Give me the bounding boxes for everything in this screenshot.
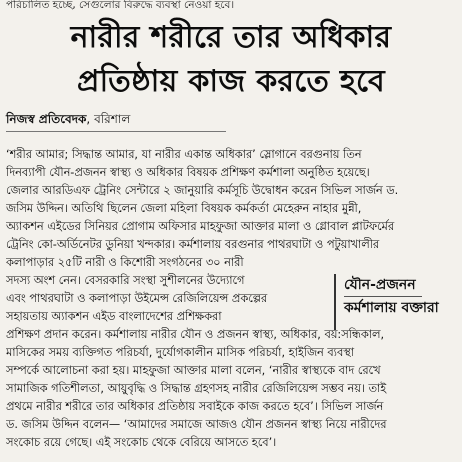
body-line: দিনব্যাপী যৌন-প্রজনন স্বাস্থ্য ও অধিকার বিষয়ক প্রশিক্ষণ কর্মশালা অনুষ্ঠিত হয়েছে।	[6, 166, 370, 179]
body-line: জেলার আরডিএফ ট্রেনিং সেন্টারে ২ জানুয়ারি কর্মসূচি উদ্বোধন করেন সিভিল সার্জন ড.	[6, 184, 399, 197]
subhead-callout	[334, 274, 462, 330]
byline	[6, 111, 130, 127]
body-line: সদস্য অংশ নেন। বেসরকারি সংস্থা সুশীলনের উদ্যোগে	[6, 274, 245, 287]
headline-line-2: প্রতিষ্ঠায় কাজ করতে হবে	[76, 64, 386, 99]
byline-location: বরিশাল	[94, 112, 131, 126]
body-line: সম্পর্কে আলোচনা করা হয়। মাহফুজা আক্তার মালা বলেন, ‘নারীর স্বাস্থ্যকে বাদ রেখে	[6, 364, 381, 377]
body-line: সংকোচ রয়ে গেছে। এই সংকোচ থেকে বেরিয়ে আসতে হবে’।	[6, 436, 277, 449]
byline-separator: ,	[86, 112, 95, 126]
subhead-line-1: যৌন-প্রজনন	[344, 274, 422, 297]
previous-article-fragment: পরিচালিত হচ্ছে, সেগুলোর বিরুদ্ধে ব্যবস্থা নেওয়া হবে।	[6, 0, 235, 11]
body-line: জসিম উদ্দিন। অতিথি ছিলেন জেলা মহিলা বিষয়ক কর্মকর্তা মেহেরুন নাহার মুন্নী,	[6, 202, 362, 215]
byline-reporter: নিজস্ব প্রতিবেদক	[6, 112, 87, 126]
headline-line-1: নারীর শরীরে তার অধিকার	[70, 20, 392, 55]
body-line: এবং পাথরঘাটা ও কলাপাড়া উইমেন্স রেজিলিয়েন্স প্রকল্পের	[6, 292, 268, 305]
subhead-line-2: কর্মশালায় বক্তারা	[344, 300, 439, 316]
byline-rule	[6, 131, 226, 132]
body-line: ‘শরীর আমার; সিদ্ধান্ত আমার, যা নারীর একান্ত অধিকার’ স্লোগানে বরগুনায় তিন	[6, 148, 362, 161]
body-line: ট্রেনিং কো-অর্ডিনেটর ডুনিয়া খন্দকার। কর্মশালায় বরগুনার পাথরঘাটা ও পটুয়াখালীর	[6, 238, 380, 251]
body-line: প্রথমে নারীর শরীরে তার অধিকার প্রতিষ্ঠায় সবাইকে কাজ করতে হবে’। সিভিল সার্জন	[6, 400, 384, 413]
body-line: প্রশিক্ষণ প্রদান করেন। কর্মশালায় নারীর যৌন ও প্রজনন স্বাস্থ্য, অধিকার, বয়:সন্ধিকাল,	[6, 328, 385, 341]
body-line: অ্যাকশন এইডের সিনিয়র প্রোগাম অফিসার মাহফুজা আক্তার মালা ও গ্লোবাল প্লাটফর্মের	[6, 220, 395, 233]
body-line: কলাপাড়ার ২৫টি নারী ও কিশোরী সংগঠনের ৩০ নারী	[6, 256, 244, 269]
body-line: সামাজিক গতিশীলতা, আয়ুবৃদ্ধি ও সিদ্ধান্ত গ্রহণসহ নারীর রেজিলিয়েন্স সম্ভব নয়। তাই	[6, 382, 387, 395]
body-line: সহায়তায় অ্যাকশন এইড বাংলাদেশের প্রশিক্ষকরা	[6, 310, 222, 323]
body-line: মাসিকের সময় ব্যক্তিগত পরিচর্যা, দুর্যোগকালীন মাসিক পরিচর্যা, হাইজিন ব্যবস্থা	[6, 346, 354, 359]
body-line: ড. জসিম উদ্দিন বলেন— ‘আমাদের সমাজে আজও যৌন প্রজনন স্বাস্থ্য নিয়ে নারীদের	[6, 418, 387, 431]
